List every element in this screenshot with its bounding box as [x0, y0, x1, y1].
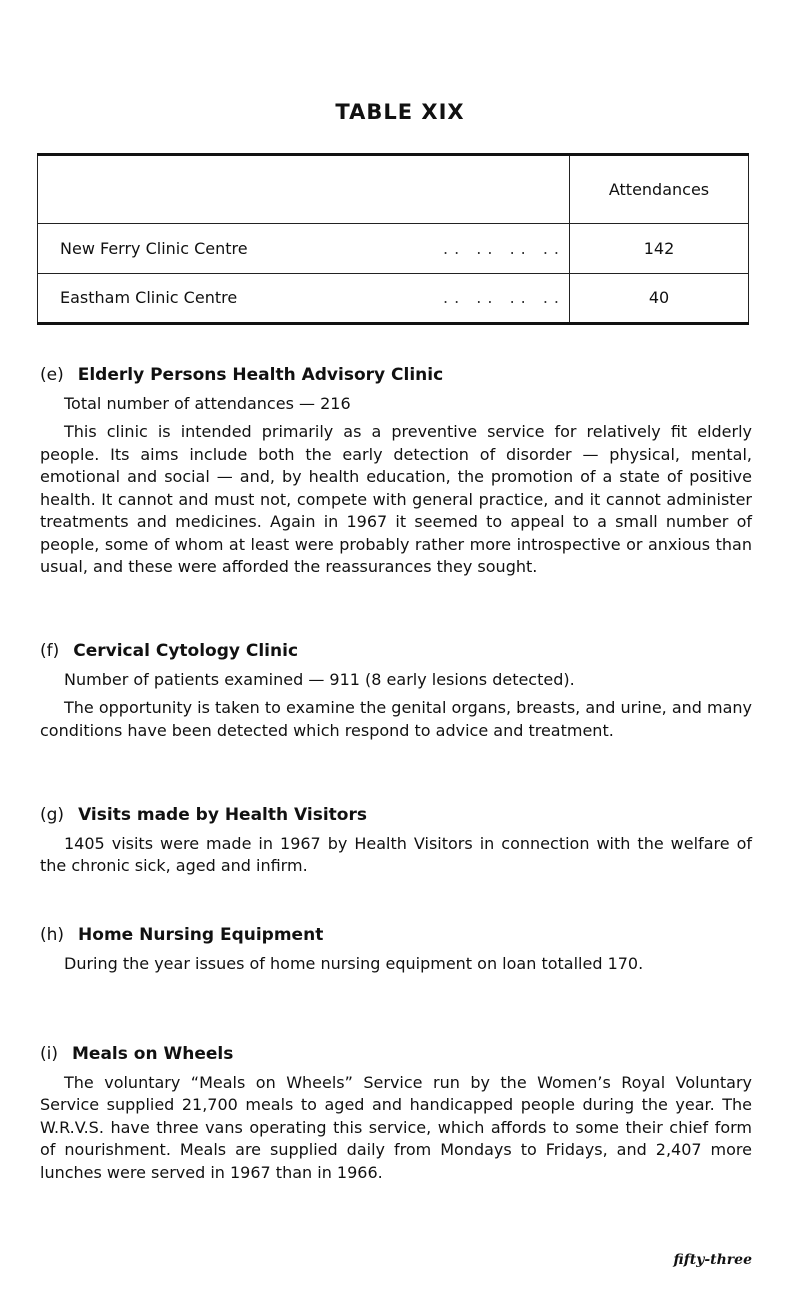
section-heading: (g) Visits made by Health Visitors	[40, 805, 367, 825]
section-home-nursing	[40, 924, 752, 981]
attendance-table	[37, 153, 749, 325]
row-value: 142	[570, 224, 749, 273]
row-name: Eastham Clinic Centre	[60, 288, 238, 308]
section-heading: (h) Home Nursing Equipment	[40, 925, 324, 945]
section-line: Total number of attendances — 216	[64, 393, 351, 413]
section-paragraph: This clinic is intended primarily as a preventive service for relatively fit elderly people. Its aims include both the early detection of disorder — physical, mental, emotional and social — and, by health education, the promotion of a state of positive health. It cannot and must not, compete with general practice, and it cannot administer treatments and medicines. Again in 1967 it seemed to appeal to a small number of people, some of whom at least were probably rather more introspective or anxious than usual, and these were afforded the reassurances they sought.	[40, 422, 752, 576]
section-paragraph: The voluntary “Meals on Wheels” Service run by the Women’s Royal Voluntary Service supplied 21,700 meals to aged and handicapped people during the year. The W.R.V.S. have three vans operating this service, which affords to some their chief form of nourishment. Meals are supplied daily from Mondays to Fridays, and 2,407 more lunches were served in 1967 than in 1966.	[40, 1072, 752, 1182]
table-title: TABLE XIX	[335, 100, 465, 124]
leader-dots: .. .. .. ..	[443, 238, 565, 258]
section-paragraph: The opportunity is taken to examine the genital organs, breasts, and urine, and many conditions have been detected which respond to advice and treatment.	[40, 698, 753, 740]
table-row	[38, 224, 749, 273]
section-meals-on-wheels	[40, 1043, 752, 1190]
section-cervical-cytology	[40, 640, 752, 748]
section-heading: (f) Cervical Cytology Clinic	[40, 641, 299, 661]
page-number: fifty-three	[673, 1252, 752, 1268]
section-paragraph: 1405 visits were made in 1967 by Health Visitors in connection with the welfare of the chronic sick, aged and infirm.	[40, 833, 752, 875]
table-row	[38, 273, 749, 323]
section-line: Number of patients examined — 911 (8 early lesions detected).	[64, 669, 575, 689]
row-value: 40	[570, 273, 749, 323]
section-paragraph: During the year issues of home nursing equipment on loan totalled 170.	[64, 953, 644, 973]
table-header-blank	[38, 155, 570, 224]
table-header-attendances: Attendances	[570, 155, 749, 224]
section-health-visitors	[40, 804, 752, 884]
section-heading: (e) Elderly Persons Health Advisory Clinic	[40, 365, 444, 385]
section-elderly-clinic	[40, 364, 752, 585]
leader-dots: .. .. .. ..	[443, 288, 565, 308]
row-name: New Ferry Clinic Centre	[60, 238, 248, 258]
section-heading: (i) Meals on Wheels	[40, 1044, 234, 1064]
